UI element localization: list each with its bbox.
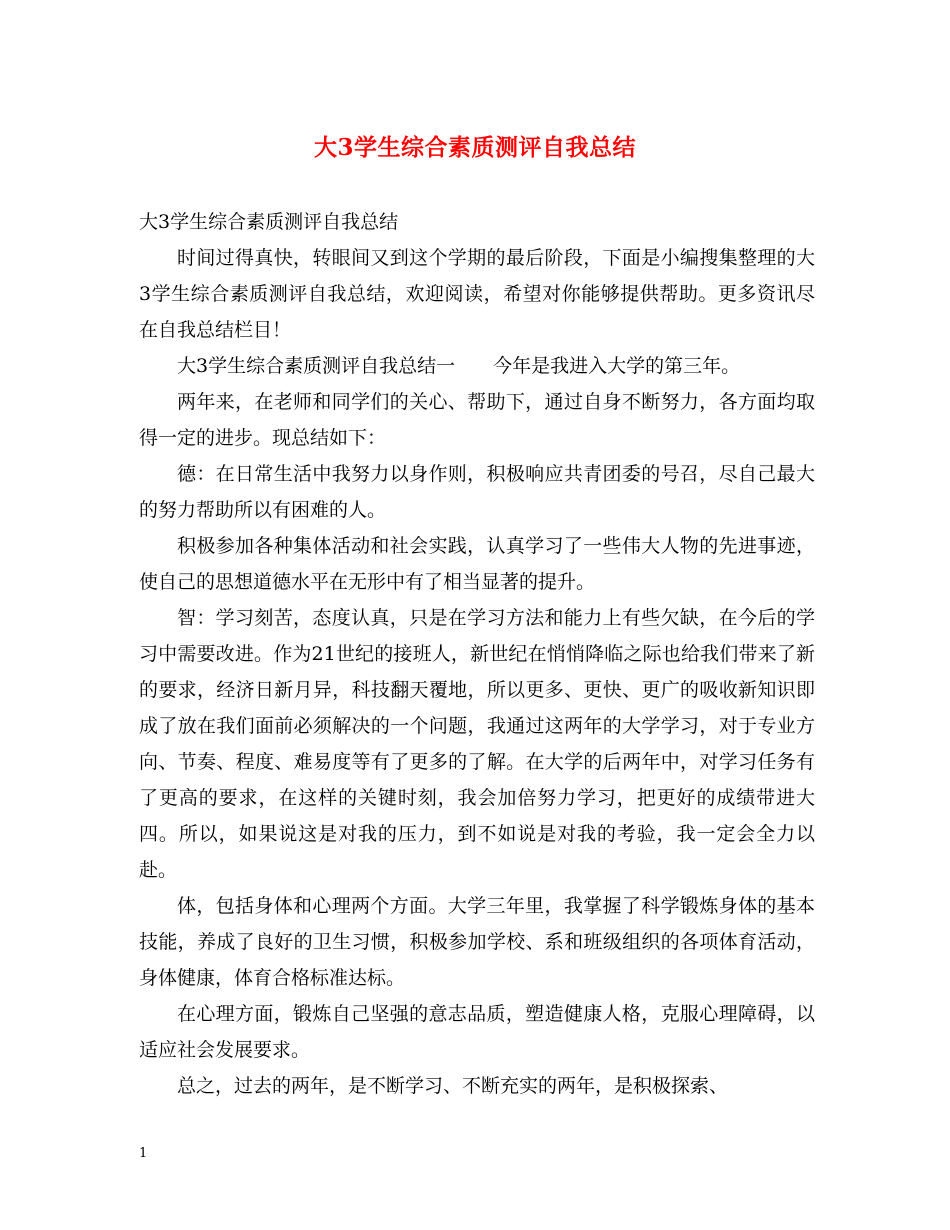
paragraph: 智：学习刻苦，态度认真，只是在学习方法和能力上有些欠缺，在今后的学习中需要改进。作为21世纪的接班人，新世纪在悄悄降临之际也给我们带来了新的要求，经济日新月异，科技翻天覆地，所以更多、更快、更广的吸收新知识即成了放在我们面前必须解决的一个问题，我通过这两年的大学学习，对于专业方向、节奏、程度、难易度等有了更多的了解。在大学的后两年中，对学习任务有了更高的要求，在这样的关键时刻，我会加倍努力学习，把更好的成绩带进大四。所以，如果说这是对我的压力，到不如说是对我的考验，我一定会全力以赴。 (139, 607, 815, 881)
page-number: 1 (139, 1146, 148, 1161)
body-subtitle: 大3学生综合素质测评自我总结 (139, 211, 399, 233)
paragraph: 积极参加各种集体活动和社会实践，认真学习了一些伟大人物的先进事迹，使自己的思想道德水平在无形中有了相当显著的提升。 (139, 535, 815, 593)
paragraph: 总之，过去的两年，是不断学习、不断充实的两年，是积极探索、 (177, 1075, 729, 1097)
paragraph: 时间过得真快，转眼间又到这个学期的最后阶段，下面是小编搜集整理的大3学生综合素质测评自我总结，欢迎阅读，希望对你能够提供帮助。更多资讯尽在自我总结栏目！ (139, 247, 815, 341)
document-title: 大3学生综合素质测评自我总结 (313, 134, 636, 161)
paragraph: 德：在日常生活中我努力以身作则，积极响应共青团委的号召，尽自己最大的努力帮助所以有困难的人。 (139, 463, 815, 521)
paragraph: 两年来，在老师和同学们的关心、帮助下，通过自身不断努力，各方面均取得一定的进步。现总结如下： (139, 391, 815, 449)
paragraph: 大3学生综合素质测评自我总结一 今年是我进入大学的第三年。 (177, 355, 741, 377)
paragraph: 体，包括身体和心理两个方面。大学三年里，我掌握了科学锻炼身体的基本技能，养成了良好的卫生习惯，积极参加学校、系和班级组织的各项体育活动，身体健康，体育合格标准达标。 (139, 895, 815, 989)
paragraph: 在心理方面，锻炼自己坚强的意志品质，塑造健康人格，克服心理障碍，以适应社会发展要求。 (139, 1003, 815, 1061)
document-body (139, 204, 815, 1104)
